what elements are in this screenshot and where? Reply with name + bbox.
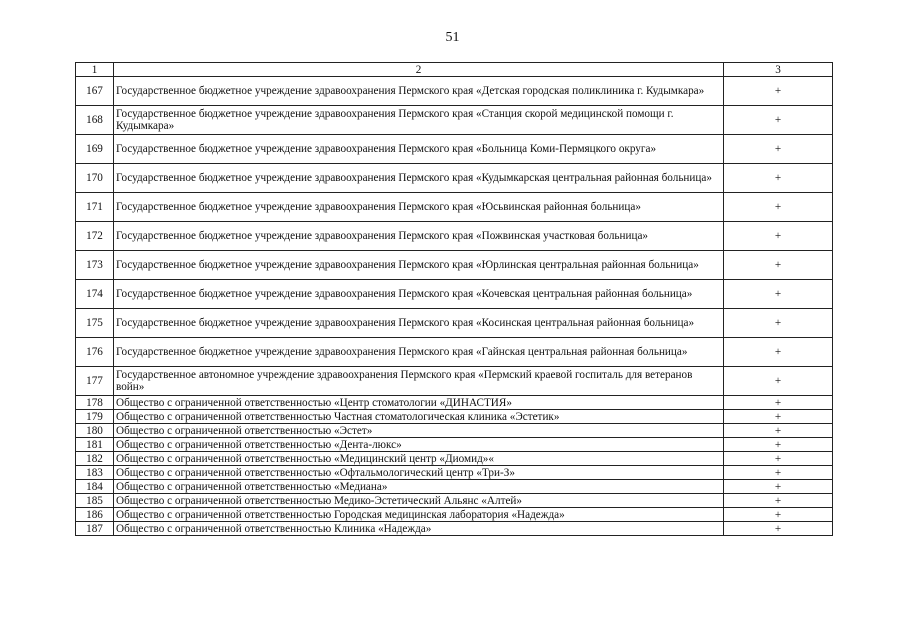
organization-name: Общество с ограниченной ответственностью Городская медицинская лаборатория «Надежда»	[114, 508, 724, 522]
table-row	[76, 164, 833, 193]
inclusion-mark: +	[724, 164, 833, 193]
table-row	[76, 480, 833, 494]
inclusion-mark: +	[724, 522, 833, 536]
organization-name: Общество с ограниченной ответственностью «Дента-люкс»	[114, 438, 724, 452]
table-row	[76, 135, 833, 164]
inclusion-mark: +	[724, 466, 833, 480]
row-number: 183	[76, 466, 114, 480]
table-row	[76, 367, 833, 396]
row-number: 171	[76, 193, 114, 222]
organization-name: Общество с ограниченной ответственностью «Эстет»	[114, 424, 724, 438]
table-row	[76, 251, 833, 280]
inclusion-mark: +	[724, 193, 833, 222]
inclusion-mark: +	[724, 251, 833, 280]
inclusion-mark: +	[724, 438, 833, 452]
table-row	[76, 396, 833, 410]
inclusion-mark: +	[724, 508, 833, 522]
row-number: 176	[76, 338, 114, 367]
organization-name: Государственное бюджетное учреждение здравоохранения Пермского края «Кудымкарская центральная районная больница»	[114, 164, 724, 193]
inclusion-mark: +	[724, 222, 833, 251]
table-row	[76, 494, 833, 508]
inclusion-mark: +	[724, 452, 833, 466]
table-row	[76, 280, 833, 309]
organization-name: Общество с ограниченной ответственностью «Центр стоматологии «ДИНАСТИЯ»	[114, 396, 724, 410]
table-row	[76, 106, 833, 135]
organization-name: Государственное автономное учреждение здравоохранения Пермского края «Пермский краевой госпиталь для ветеранов войн»	[114, 367, 724, 396]
inclusion-mark: +	[724, 280, 833, 309]
organization-name: Государственное бюджетное учреждение здравоохранения Пермского края «Юсьвинская районная больница»	[114, 193, 724, 222]
row-number: 181	[76, 438, 114, 452]
row-number: 178	[76, 396, 114, 410]
inclusion-mark: +	[724, 494, 833, 508]
inclusion-mark: +	[724, 77, 833, 106]
row-number: 187	[76, 522, 114, 536]
inclusion-mark: +	[724, 480, 833, 494]
organization-name: Государственное бюджетное учреждение здравоохранения Пермского края «Пожвинская участковая больница»	[114, 222, 724, 251]
organization-name: Общество с ограниченной ответственностью Клиника «Надежда»	[114, 522, 724, 536]
row-number: 168	[76, 106, 114, 135]
inclusion-mark: +	[724, 338, 833, 367]
row-number: 180	[76, 424, 114, 438]
row-number: 174	[76, 280, 114, 309]
row-number: 182	[76, 452, 114, 466]
organization-name: Общество с ограниченной ответственностью «Медицинский центр «Диомид»«	[114, 452, 724, 466]
organization-name: Государственное бюджетное учреждение здравоохранения Пермского края «Косинская центральная районная больница»	[114, 309, 724, 338]
inclusion-mark: +	[724, 424, 833, 438]
inclusion-mark: +	[724, 410, 833, 424]
table-row	[76, 452, 833, 466]
inclusion-mark: +	[724, 367, 833, 396]
organization-name: Государственное бюджетное учреждение здравоохранения Пермского края «Гайнская центральная районная больница»	[114, 338, 724, 367]
row-number: 175	[76, 309, 114, 338]
inclusion-mark: +	[724, 309, 833, 338]
table-row	[76, 193, 833, 222]
row-number: 179	[76, 410, 114, 424]
organization-name: Государственное бюджетное учреждение здравоохранения Пермского края «Кочевская центральная районная больница»	[114, 280, 724, 309]
page-number: 51	[445, 30, 460, 45]
organizations-table	[75, 62, 833, 536]
table-row	[76, 466, 833, 480]
row-number: 172	[76, 222, 114, 251]
row-number: 186	[76, 508, 114, 522]
row-number: 173	[76, 251, 114, 280]
organization-name: Общество с ограниченной ответственностью «Медиана»	[114, 480, 724, 494]
organization-name: Государственное бюджетное учреждение здравоохранения Пермского края «Детская городская поликлиника г. Кудымкара»	[114, 77, 724, 106]
header-col-3: 3	[724, 63, 833, 77]
row-number: 184	[76, 480, 114, 494]
organization-name: Государственное бюджетное учреждение здравоохранения Пермского края «Больница Коми-Пермяцкого округа»	[114, 135, 724, 164]
table-header-row	[76, 63, 833, 77]
table-row	[76, 410, 833, 424]
organization-name: Общество с ограниченной ответственностью Частная стоматологическая клиника «Эстетик»	[114, 410, 724, 424]
inclusion-mark: +	[724, 106, 833, 135]
table-row	[76, 309, 833, 338]
row-number: 170	[76, 164, 114, 193]
organization-name: Общество с ограниченной ответственностью Медико-Эстетический Альянс «Алтей»	[114, 494, 724, 508]
table-row	[76, 438, 833, 452]
table-row	[76, 522, 833, 536]
header-col-2: 2	[114, 63, 724, 77]
table-row	[76, 338, 833, 367]
table-row	[76, 77, 833, 106]
inclusion-mark: +	[724, 396, 833, 410]
inclusion-mark: +	[724, 135, 833, 164]
row-number: 185	[76, 494, 114, 508]
organization-name: Государственное бюджетное учреждение здравоохранения Пермского края «Юрлинская центральная районная больница»	[114, 251, 724, 280]
row-number: 167	[76, 77, 114, 106]
table-row	[76, 222, 833, 251]
row-number: 177	[76, 367, 114, 396]
header-col-1: 1	[76, 63, 114, 77]
table-row	[76, 508, 833, 522]
row-number: 169	[76, 135, 114, 164]
organization-name: Государственное бюджетное учреждение здравоохранения Пермского края «Станция скорой медицинской помощи г. Кудымкара»	[114, 106, 724, 135]
organization-name: Общество с ограниченной ответственностью «Офтальмологический центр «Три-З»	[114, 466, 724, 480]
table-row	[76, 424, 833, 438]
